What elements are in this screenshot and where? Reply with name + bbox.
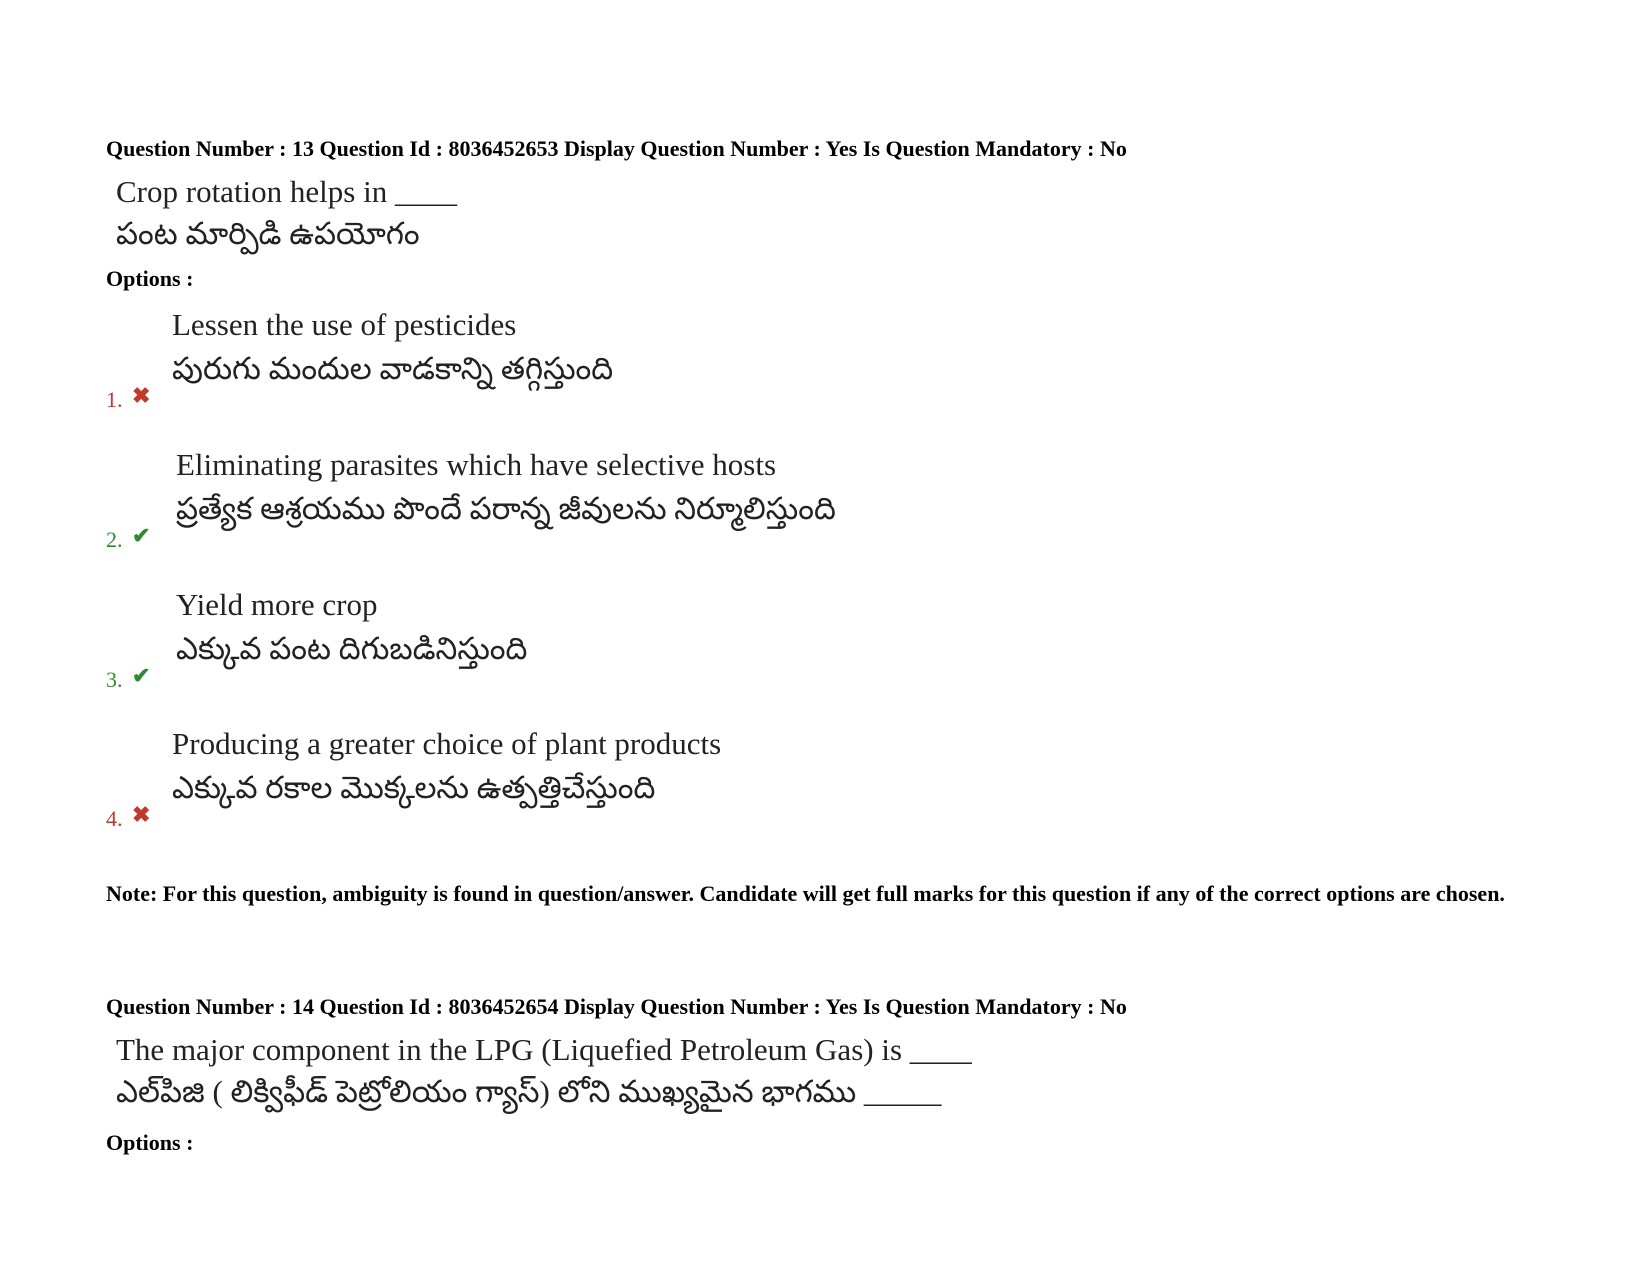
option-1-text xyxy=(172,303,613,391)
option-3-text-te: ఎక్కువ పంట దిగుబడినిస్తుంది xyxy=(176,631,528,666)
cross-icon: ✖ xyxy=(132,802,151,827)
option-3-text xyxy=(176,583,527,671)
check-icon: ✔ xyxy=(132,523,151,548)
option-2 xyxy=(106,443,1206,553)
question-14-text-te: ఎల్‌పిజి ( లిక్విఫీడ్ పెట్రోలియం గ్యాస్) లోని ముఖ్యమైన భాగము _____ xyxy=(116,1074,942,1109)
ambiguity-note: Note: For this question, ambiguity is found in question/answer. Candidate will get full marks for this question if any of the correct options are chosen. xyxy=(106,881,1505,906)
option-4 xyxy=(106,722,1206,832)
option-1-text-en: Lessen the use of pesticides xyxy=(172,307,517,342)
question-13-text-te: పంట మార్పిడి ఉపయోగం xyxy=(116,216,420,251)
question-14-text-en: The major component in the LPG (Liquefied Petroleum Gas) is ____ xyxy=(116,1032,972,1067)
option-1-number: 1. xyxy=(106,387,123,412)
option-4-text-en: Producing a greater choice of plant products xyxy=(172,726,722,761)
option-2-text-en: Eliminating parasites which have selective hosts xyxy=(176,447,777,482)
option-3 xyxy=(106,583,1206,693)
option-2-number: 2. xyxy=(106,527,123,552)
option-1 xyxy=(106,303,1206,413)
option-3-text-en: Yield more crop xyxy=(176,587,378,622)
option-2-text-te: ప్రత్యేక ఆశ్రయము పొందే పరాన్న జీవులను నిర్మూలిస్తుంది xyxy=(176,491,836,526)
question-14-options-label: Options : xyxy=(106,1130,194,1155)
option-4-text xyxy=(172,722,721,810)
option-2-text xyxy=(176,443,836,531)
check-icon: ✔ xyxy=(132,663,151,688)
option-4-number: 4. xyxy=(106,806,123,831)
question-14-text xyxy=(116,1029,972,1113)
question-13-options-label: Options : xyxy=(106,266,194,291)
question-14-meta: Question Number : 14 Question Id : 8036452654 Display Question Number : Yes Is Question Mandatory : No xyxy=(106,994,1127,1019)
question-13-text xyxy=(116,171,457,255)
cross-icon: ✖ xyxy=(132,383,151,408)
question-13-meta: Question Number : 13 Question Id : 8036452653 Display Question Number : Yes Is Question Mandatory : No xyxy=(106,136,1127,161)
option-3-number: 3. xyxy=(106,667,123,692)
question-13-text-en: Crop rotation helps in ____ xyxy=(116,174,457,209)
option-1-text-te: పురుగు మందుల వాడకాన్ని తగ్గిస్తుంది xyxy=(172,351,614,386)
option-4-text-te: ఎక్కువ రకాల మొక్కలను ఉత్పత్తిచేస్తుంది xyxy=(172,770,656,805)
